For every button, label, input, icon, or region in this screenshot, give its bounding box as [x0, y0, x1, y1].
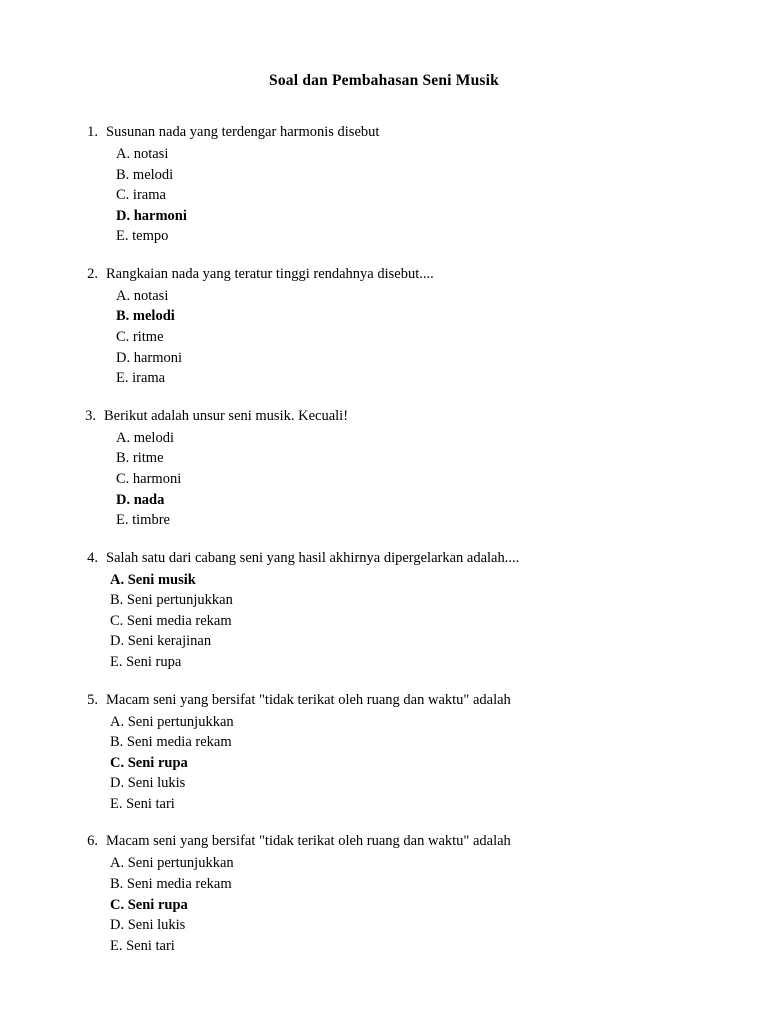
- option-item[interactable]: E. irama: [116, 370, 166, 387]
- option-item[interactable]: A. notasi: [116, 287, 169, 304]
- option-item[interactable]: A. Seni pertunjukkan: [110, 855, 234, 872]
- option-item[interactable]: B. ritme: [116, 450, 164, 467]
- option-item[interactable]: B. Seni pertunjukkan: [110, 592, 233, 609]
- question-number: 2.: [87, 265, 98, 282]
- option-list: [80, 853, 688, 956]
- option-list: [80, 144, 688, 247]
- question-text: Macam seni yang bersifat "tidak terikat oleh ruang dan waktu" adalah: [106, 833, 511, 850]
- option-item-correct[interactable]: D. harmoni: [116, 207, 187, 224]
- question-item: [80, 690, 688, 815]
- option-item-correct[interactable]: C. Seni rupa: [110, 754, 188, 771]
- option-item[interactable]: C. irama: [116, 187, 166, 204]
- question-number: 3.: [85, 407, 96, 424]
- option-item-correct[interactable]: A. Seni musik: [110, 571, 196, 588]
- option-list: [80, 570, 688, 673]
- option-item-correct[interactable]: C. Seni rupa: [110, 896, 188, 913]
- question-text: Rangkaian nada yang teratur tinggi rendahnya disebut....: [106, 265, 434, 282]
- question-text: Susunan nada yang terdengar harmonis disebut: [106, 124, 380, 140]
- option-item[interactable]: C. harmoni: [116, 470, 182, 487]
- question-number: 6.: [87, 833, 98, 850]
- option-item[interactable]: D. Seni kerajinan: [110, 633, 212, 650]
- option-item[interactable]: B. Seni media rekam: [110, 734, 232, 751]
- option-item[interactable]: C. Seni media rekam: [110, 612, 232, 629]
- question-item: [80, 548, 688, 673]
- option-item[interactable]: E. Seni rupa: [110, 653, 182, 670]
- option-item[interactable]: A. notasi: [116, 146, 169, 162]
- option-list: [80, 428, 688, 531]
- option-item[interactable]: E. tempo: [116, 228, 169, 245]
- option-item[interactable]: D. harmoni: [116, 349, 183, 366]
- question-text: Salah satu dari cabang seni yang hasil akhirnya dipergelarkan adalah....: [106, 549, 520, 566]
- question-text: Berikut adalah unsur seni musik. Kecuali!: [104, 407, 349, 424]
- option-item[interactable]: D. Seni lukis: [110, 917, 186, 934]
- question-number: 5.: [87, 691, 98, 708]
- option-item[interactable]: C. ritme: [116, 329, 164, 346]
- option-item[interactable]: A. Seni pertunjukkan: [110, 713, 234, 730]
- question-line: [80, 264, 688, 284]
- question-line: [80, 690, 688, 710]
- page-title: Soal dan Pembahasan Seni Musik: [269, 72, 499, 89]
- option-item[interactable]: E. timbre: [116, 512, 170, 529]
- question-line: [80, 831, 688, 851]
- question-text: Macam seni yang bersifat "tidak terikat oleh ruang dan waktu" adalah: [106, 691, 511, 708]
- question-line: [80, 548, 688, 568]
- option-item-correct[interactable]: D. nada: [116, 491, 165, 508]
- option-item[interactable]: E. Seni tari: [110, 937, 175, 954]
- question-number: 4.: [87, 549, 98, 566]
- option-item-correct[interactable]: B. melodi: [116, 308, 175, 325]
- option-item[interactable]: B. melodi: [116, 166, 174, 183]
- option-list: [80, 286, 688, 389]
- question-line: [80, 406, 688, 426]
- option-item[interactable]: D. Seni lukis: [110, 775, 186, 792]
- question-item: [80, 264, 688, 389]
- option-list: [80, 712, 688, 815]
- question-item: [80, 831, 688, 956]
- question-item: [80, 122, 688, 247]
- question-line: [80, 122, 688, 142]
- option-item[interactable]: A. melodi: [116, 429, 174, 446]
- option-item[interactable]: E. Seni tari: [110, 795, 175, 812]
- question-number: 1.: [87, 124, 98, 140]
- option-item[interactable]: B. Seni media rekam: [110, 876, 232, 893]
- question-item: [80, 406, 688, 531]
